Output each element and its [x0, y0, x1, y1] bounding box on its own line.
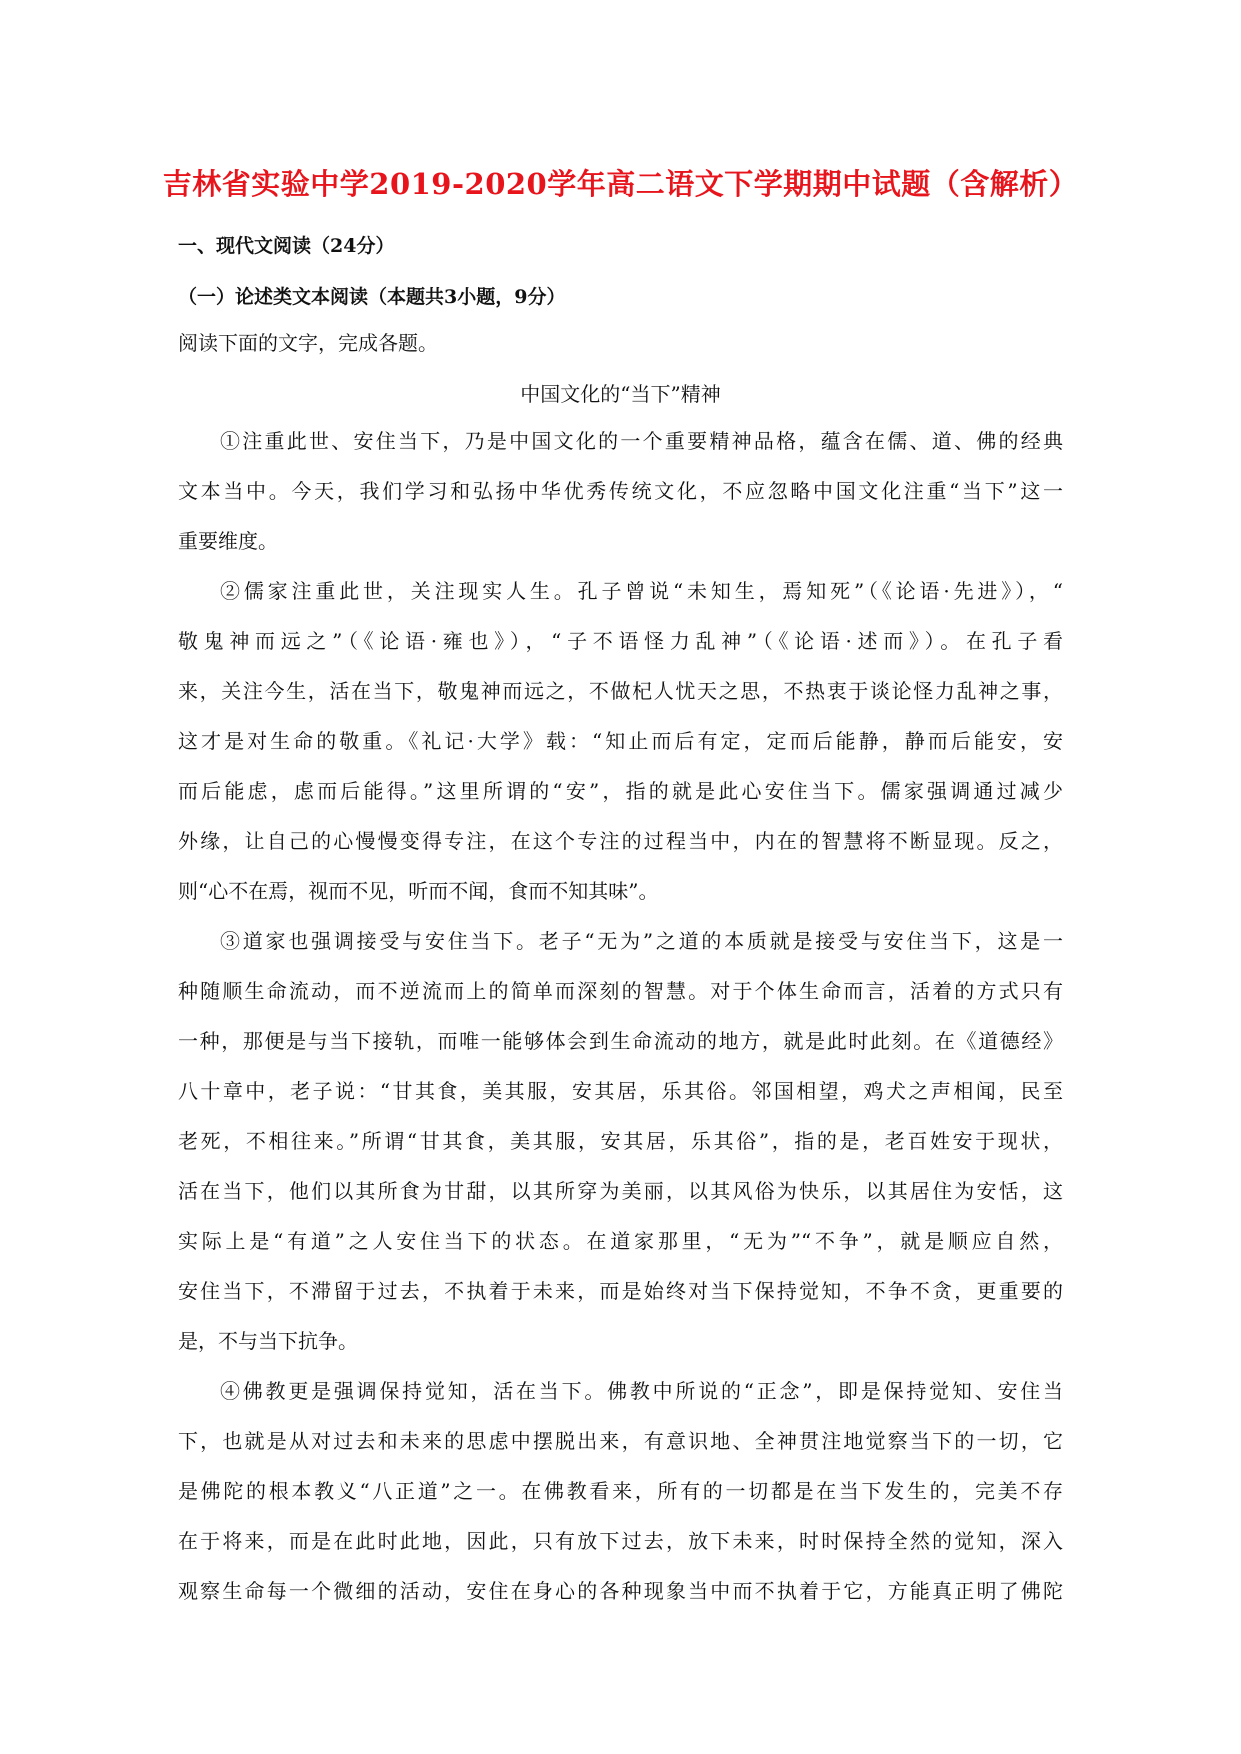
paragraph-4: [178, 1366, 1063, 1616]
text-line: 一种，那便是与当下接轨，而唯一能够体会到生命流动的地方，就是此时此刻。在《道德经》: [178, 1029, 1063, 1053]
text-line: ④佛教更是强调保持觉知，活在当下。佛教中所说的“正念”，即是保持觉知、安住当: [220, 1379, 1063, 1403]
text-line: 来，关注今生，活在当下，敬鬼神而远之，不做杞人忧天之思，不热衷于谈论怪力乱神之事，: [178, 679, 1063, 703]
text-line: 而后能虑，虑而后能得。”这里所谓的“安”，指的就是此心安住当下。儒家强调通过减少: [178, 779, 1063, 803]
text-line: 敬鬼神而远之”（《论语·雍也》），“子不语怪力乱神”（《论语·述而》）。在孔子看: [178, 629, 1063, 653]
text-line: ①注重此世、安住当下，乃是中国文化的一个重要精神品格，蕴含在儒、道、佛的经典: [220, 429, 1063, 453]
text-line: 在于将来，而是在此时此地，因此，只有放下过去，放下未来，时时保持全然的觉知，深入: [178, 1529, 1063, 1553]
text-line: 外缘，让自己的心慢慢变得专注，在这个专注的过程当中，内在的智慧将不断显现。反之，: [178, 829, 1063, 853]
section-heading: 一、现代文阅读（24分）: [178, 235, 395, 257]
text-line: 则“心不在焉，视而不见，听而不闻，食而不知其味”。: [178, 879, 659, 903]
text-line: 安住当下，不滞留于过去，不执着于未来，而是始终对当下保持觉知，不争不贪，更重要的: [178, 1279, 1063, 1303]
paragraph-3: [178, 916, 1063, 1366]
paragraph-2: [178, 566, 1063, 916]
text-line: 是，不与当下抗争。: [178, 1329, 358, 1353]
reading-instruction: 阅读下面的文字，完成各题。: [178, 331, 438, 355]
text-line: 老死，不相往来。”所谓“甘其食，美其服，安其居，乐其俗”，指的是，老百姓安于现状，: [178, 1129, 1063, 1153]
text-line: 下，也就是从对过去和未来的思虑中摆脱出来，有意识地、全神贯注地觉察当下的一切，它: [178, 1429, 1063, 1453]
text-line: 活在当下，他们以其所食为甘甜，以其所穿为美丽，以其风俗为快乐，以其居住为安恬，这: [178, 1179, 1063, 1203]
article-title: 中国文化的“当下”精神: [520, 382, 721, 406]
document-title: 吉林省实验中学2019-2020学年高二语文下学期期中试题（含解析）: [162, 167, 1079, 201]
text-line: ②儒家注重此世，关注现实人生。孔子曾说“未知生，焉知死”（《论语·先进》），“: [220, 579, 1063, 603]
text-line: 八十章中，老子说：“甘其食，美其服，安其居，乐其俗。邻国相望，鸡犬之声相闻，民至: [178, 1079, 1063, 1103]
text-line: 这才是对生命的敬重。《礼记·大学》载：“知止而后有定，定而后能静，静而后能安，安: [178, 729, 1063, 753]
text-line: 实际上是“有道”之人安住当下的状态。在道家那里，“无为”“不争”，就是顺应自然，: [178, 1229, 1063, 1253]
paragraph-1: [178, 416, 1063, 566]
text-line: ③道家也强调接受与安住当下。老子“无为”之道的本质就是接受与安住当下，这是一: [220, 929, 1063, 953]
text-line: 重要维度。: [178, 529, 278, 553]
subsection-heading: （一）论述类文本阅读（本题共3小题，9分）: [178, 286, 566, 308]
text-line: 文本当中。今天，我们学习和弘扬中华优秀传统文化，不应忽略中国文化注重“当下”这一: [178, 479, 1063, 503]
article-body: [178, 416, 1063, 1616]
text-line: 观察生命每一个微细的活动，安住在身心的各种现象当中而不执着于它，方能真正明了佛陀: [178, 1579, 1063, 1603]
text-line: 种随顺生命流动，而不逆流而上的简单而深刻的智慧。对于个体生命而言，活着的方式只有: [178, 979, 1063, 1003]
text-line: 是佛陀的根本教义“八正道”之一。在佛教看来，所有的一切都是在当下发生的，完美不存: [178, 1479, 1063, 1503]
